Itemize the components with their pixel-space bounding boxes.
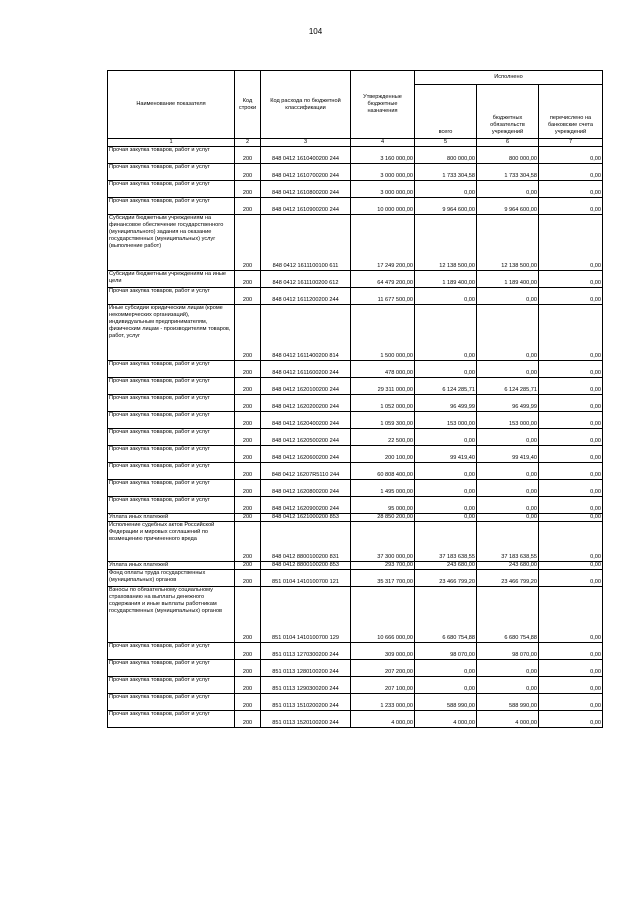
table-row [108,429,603,446]
executed-transferred: 0,00 [539,480,603,497]
executed-obligations: 800 000,00 [477,147,539,164]
budget-code: 848 0412 16207R5110 244 [261,463,351,480]
executed-total: 0,00 [415,288,477,305]
line-code: 200 [235,677,261,694]
executed-transferred: 0,00 [539,198,603,215]
line-code: 200 [235,562,261,570]
table-row [108,480,603,497]
budget-code: 848 0412 1611100200 612 [261,271,351,288]
budget-code: 848 0412 1620100200 244 [261,378,351,395]
executed-transferred: 0,00 [539,305,603,361]
approved-amount: 1 495 000,00 [351,480,415,497]
table-row [108,677,603,694]
approved-amount: 478 000,00 [351,361,415,378]
line-code: 200 [235,378,261,395]
executed-transferred: 0,00 [539,412,603,429]
approved-amount: 37 300 000,00 [351,522,415,562]
line-code: 200 [235,215,261,271]
executed-total: 1 189 400,00 [415,271,477,288]
executed-obligations: 0,00 [477,181,539,198]
approved-amount: 10 000 000,00 [351,198,415,215]
budget-code: 851 0113 1520100200 244 [261,711,351,728]
indicator-name: Иные субсидии юридическим лицам (кроме некоммерческих организаций), индивидуальным предпринимателям, физическим лицам - производителям товаров, работ, услуг [108,305,235,361]
approved-amount: 17 249 200,00 [351,215,415,271]
budget-code: 848 0412 1610400200 244 [261,147,351,164]
executed-obligations: 0,00 [477,305,539,361]
approved-amount: 309 000,00 [351,643,415,660]
executed-obligations: 588 990,00 [477,694,539,711]
approved-amount: 200 100,00 [351,446,415,463]
budget-code: 848 0412 1611100100 611 [261,215,351,271]
indicator-name: Фонд оплаты труда государственных (муниципальных) органов [108,570,235,587]
executed-transferred: 0,00 [539,181,603,198]
executed-obligations: 0,00 [477,677,539,694]
executed-total: 98 070,00 [415,643,477,660]
indicator-name: Прочая закупка товаров, работ и услуг [108,660,235,677]
line-code: 200 [235,643,261,660]
indicator-name: Субсидии бюджетным учреждениям на иные цели [108,271,235,288]
executed-obligations: 6 124 285,71 [477,378,539,395]
budget-code: 848 0412 1611400200 814 [261,305,351,361]
executed-transferred: 0,00 [539,395,603,412]
budget-code: 848 0412 1620600200 244 [261,446,351,463]
executed-transferred: 0,00 [539,463,603,480]
budget-code: 848 0412 1611600200 244 [261,361,351,378]
executed-transferred: 0,00 [539,514,603,522]
approved-amount: 11 677 500,00 [351,288,415,305]
header-budget-obligations: бюджетных обязательств учреждений [477,85,539,139]
indicator-name: Прочая закупка товаров, работ и услуг [108,395,235,412]
indicator-name: Прочая закупка товаров, работ и услуг [108,480,235,497]
indicator-name: Уплата иных платежей [108,514,235,522]
line-code: 200 [235,570,261,587]
indicator-name: Прочая закупка товаров, работ и услуг [108,378,235,395]
table-row [108,412,603,429]
budget-code: 848 0412 8800100200 853 [261,562,351,570]
executed-total: 0,00 [415,305,477,361]
line-code: 200 [235,480,261,497]
executed-obligations: 0,00 [477,429,539,446]
table-header [108,71,603,147]
line-code: 200 [235,660,261,677]
approved-amount: 1 233 000,00 [351,694,415,711]
approved-amount: 64 479 200,00 [351,271,415,288]
approved-amount: 29 311 000,00 [351,378,415,395]
table-row [108,570,603,587]
indicator-name: Субсидии бюджетным учреждениям на финансовое обеспечение государственного (муниципального) задания на оказание государственных (муниципальных) услуг (выполнение работ) [108,215,235,271]
indicator-name: Прочая закупка товаров, работ и услуг [108,147,235,164]
executed-obligations: 6 680 754,88 [477,587,539,643]
table-body [108,147,603,728]
executed-obligations: 23 466 799,20 [477,570,539,587]
column-number: 2 [235,139,261,147]
executed-total: 0,00 [415,181,477,198]
line-code: 200 [235,522,261,562]
approved-amount: 3 000 000,00 [351,181,415,198]
budget-code: 848 0412 1610800200 244 [261,181,351,198]
line-code: 200 [235,429,261,446]
column-number: 3 [261,139,351,147]
executed-obligations: 12 138 500,00 [477,215,539,271]
executed-obligations: 153 000,00 [477,412,539,429]
budget-code: 848 0412 1610700200 244 [261,164,351,181]
executed-transferred: 0,00 [539,215,603,271]
executed-transferred: 0,00 [539,361,603,378]
executed-total: 0,00 [415,463,477,480]
approved-amount: 3 160 000,00 [351,147,415,164]
table-row [108,288,603,305]
column-number: 6 [477,139,539,147]
header-name: Наименование показателя [108,71,235,139]
line-code: 200 [235,361,261,378]
approved-amount: 1 052 000,00 [351,395,415,412]
table-row [108,643,603,660]
indicator-name: Взносы по обязательному социальному страхованию на выплаты денежного содержания и иные выплаты работникам государственных (муниципальных) органов [108,587,235,643]
budget-code: 848 0412 8800100200 831 [261,522,351,562]
column-number: 7 [539,139,603,147]
budget-execution-table [107,70,603,728]
approved-amount: 95 000,00 [351,497,415,514]
executed-obligations: 37 183 638,55 [477,522,539,562]
executed-transferred: 0,00 [539,562,603,570]
executed-obligations: 4 000,00 [477,711,539,728]
executed-obligations: 0,00 [477,497,539,514]
line-code: 200 [235,446,261,463]
table-row [108,463,603,480]
budget-code: 851 0113 1290300200 244 [261,677,351,694]
executed-total: 0,00 [415,514,477,522]
executed-total: 4 000,00 [415,711,477,728]
header-total: всего [415,85,477,139]
indicator-name: Прочая закупка товаров, работ и услуг [108,497,235,514]
indicator-name: Прочая закупка товаров, работ и услуг [108,164,235,181]
executed-transferred: 0,00 [539,711,603,728]
executed-total: 37 183 638,55 [415,522,477,562]
column-number: 1 [108,139,235,147]
executed-total: 0,00 [415,429,477,446]
executed-total: 6 124 285,71 [415,378,477,395]
indicator-name: Прочая закупка товаров, работ и услуг [108,643,235,660]
executed-total: 6 680 754,88 [415,587,477,643]
executed-obligations: 99 419,40 [477,446,539,463]
indicator-name: Прочая закупка товаров, работ и услуг [108,463,235,480]
table-row [108,587,603,643]
approved-amount: 1 059 300,00 [351,412,415,429]
executed-obligations: 0,00 [477,480,539,497]
line-code: 200 [235,198,261,215]
indicator-name: Прочая закупка товаров, работ и услуг [108,711,235,728]
executed-total: 0,00 [415,361,477,378]
table-row [108,361,603,378]
executed-obligations: 0,00 [477,660,539,677]
budget-code: 851 0113 1280100200 244 [261,660,351,677]
budget-code: 848 0412 1611200200 244 [261,288,351,305]
indicator-name: Прочая закупка товаров, работ и услуг [108,361,235,378]
executed-transferred: 0,00 [539,378,603,395]
line-code: 200 [235,497,261,514]
line-code: 200 [235,305,261,361]
approved-amount: 4 000,00 [351,711,415,728]
line-code: 200 [235,463,261,480]
line-code: 200 [235,288,261,305]
executed-total: 588 990,00 [415,694,477,711]
header-budget-code: Код расхода по бюджетной классификации [261,71,351,139]
indicator-name: Прочая закупка товаров, работ и услуг [108,412,235,429]
approved-amount: 35 317 700,00 [351,570,415,587]
table-row [108,198,603,215]
line-code: 200 [235,181,261,198]
executed-transferred: 0,00 [539,164,603,181]
table-row [108,660,603,677]
approved-amount: 207 100,00 [351,677,415,694]
approved-amount: 293 700,00 [351,562,415,570]
executed-obligations: 9 964 600,00 [477,198,539,215]
executed-total: 0,00 [415,497,477,514]
executed-total: 23 466 799,20 [415,570,477,587]
approved-amount: 1 500 000,00 [351,305,415,361]
header-executed: Исполнено [415,71,603,85]
table-row [108,711,603,728]
executed-obligations: 1 189 400,00 [477,271,539,288]
executed-obligations: 0,00 [477,361,539,378]
page-number: 104 [308,27,323,36]
table-row [108,395,603,412]
executed-transferred: 0,00 [539,660,603,677]
budget-code: 848 0412 1620200200 244 [261,395,351,412]
executed-obligations: 0,00 [477,514,539,522]
executed-transferred: 0,00 [539,694,603,711]
executed-transferred: 0,00 [539,587,603,643]
budget-code: 848 0412 1620500200 244 [261,429,351,446]
executed-transferred: 0,00 [539,288,603,305]
header-line-code: Код строки [235,71,261,139]
approved-amount: 60 808 400,00 [351,463,415,480]
budget-code: 848 0412 1620900200 244 [261,497,351,514]
budget-code: 851 0113 1510200200 244 [261,694,351,711]
executed-total: 800 000,00 [415,147,477,164]
table-row [108,215,603,271]
executed-transferred: 0,00 [539,522,603,562]
executed-obligations: 0,00 [477,463,539,480]
table-row [108,497,603,514]
indicator-name: Прочая закупка товаров, работ и услуг [108,694,235,711]
executed-transferred: 0,00 [539,271,603,288]
column-number: 5 [415,139,477,147]
executed-total: 12 138 500,00 [415,215,477,271]
approved-amount: 22 500,00 [351,429,415,446]
indicator-name: Прочая закупка товаров, работ и услуг [108,446,235,463]
line-code: 200 [235,147,261,164]
executed-obligations: 243 680,00 [477,562,539,570]
header-transferred: перечислено на банковские счета учреждений [539,85,603,139]
line-code: 200 [235,164,261,181]
column-number-row [108,139,603,147]
executed-total: 243 680,00 [415,562,477,570]
line-code: 200 [235,694,261,711]
line-code: 200 [235,395,261,412]
budget-code: 848 0412 1621000200 853 [261,514,351,522]
column-number: 4 [351,139,415,147]
budget-code: 851 0113 1270300200 244 [261,643,351,660]
executed-transferred: 0,00 [539,147,603,164]
table-row [108,522,603,562]
executed-total: 0,00 [415,480,477,497]
table-row [108,305,603,361]
executed-transferred: 0,00 [539,429,603,446]
executed-transferred: 0,00 [539,570,603,587]
budget-code: 848 0412 1620800200 244 [261,480,351,497]
budget-code: 848 0412 1610900200 244 [261,198,351,215]
executed-transferred: 0,00 [539,643,603,660]
executed-transferred: 0,00 [539,497,603,514]
executed-obligations: 96 499,99 [477,395,539,412]
indicator-name: Прочая закупка товаров, работ и услуг [108,429,235,446]
line-code: 200 [235,271,261,288]
table-row [108,694,603,711]
budget-code: 851 0104 1410100700 121 [261,570,351,587]
executed-obligations: 1 733 304,58 [477,164,539,181]
table-row [108,147,603,164]
executed-total: 0,00 [415,677,477,694]
indicator-name: Исполнение судебных актов Российской Федерации и мировых соглашений по возмещению причиненного вреда [108,522,235,562]
indicator-name: Прочая закупка товаров, работ и услуг [108,198,235,215]
indicator-name: Прочая закупка товаров, работ и услуг [108,677,235,694]
table-row [108,181,603,198]
table-row [108,271,603,288]
indicator-name: Прочая закупка товаров, работ и услуг [108,181,235,198]
line-code: 200 [235,711,261,728]
indicator-name: Уплата иных платежей [108,562,235,570]
table-row [108,378,603,395]
table-row [108,446,603,463]
table-row [108,514,603,522]
approved-amount: 207 200,00 [351,660,415,677]
executed-total: 9 964 600,00 [415,198,477,215]
table-row [108,164,603,181]
executed-obligations: 0,00 [477,288,539,305]
line-code: 200 [235,587,261,643]
budget-code: 848 0412 1620400200 244 [261,412,351,429]
executed-total: 0,00 [415,660,477,677]
executed-total: 153 000,00 [415,412,477,429]
executed-obligations: 98 070,00 [477,643,539,660]
line-code: 200 [235,514,261,522]
approved-amount: 28 850 200,00 [351,514,415,522]
line-code: 200 [235,412,261,429]
indicator-name: Прочая закупка товаров, работ и услуг [108,288,235,305]
approved-amount: 3 000 000,00 [351,164,415,181]
executed-transferred: 0,00 [539,677,603,694]
table-row [108,562,603,570]
executed-total: 99 419,40 [415,446,477,463]
budget-code: 851 0104 1410100700 129 [261,587,351,643]
executed-total: 1 733 304,58 [415,164,477,181]
header-approved: Утвержденные бюджетные назначения [351,71,415,139]
executed-transferred: 0,00 [539,446,603,463]
executed-total: 96 499,99 [415,395,477,412]
approved-amount: 10 666 000,00 [351,587,415,643]
